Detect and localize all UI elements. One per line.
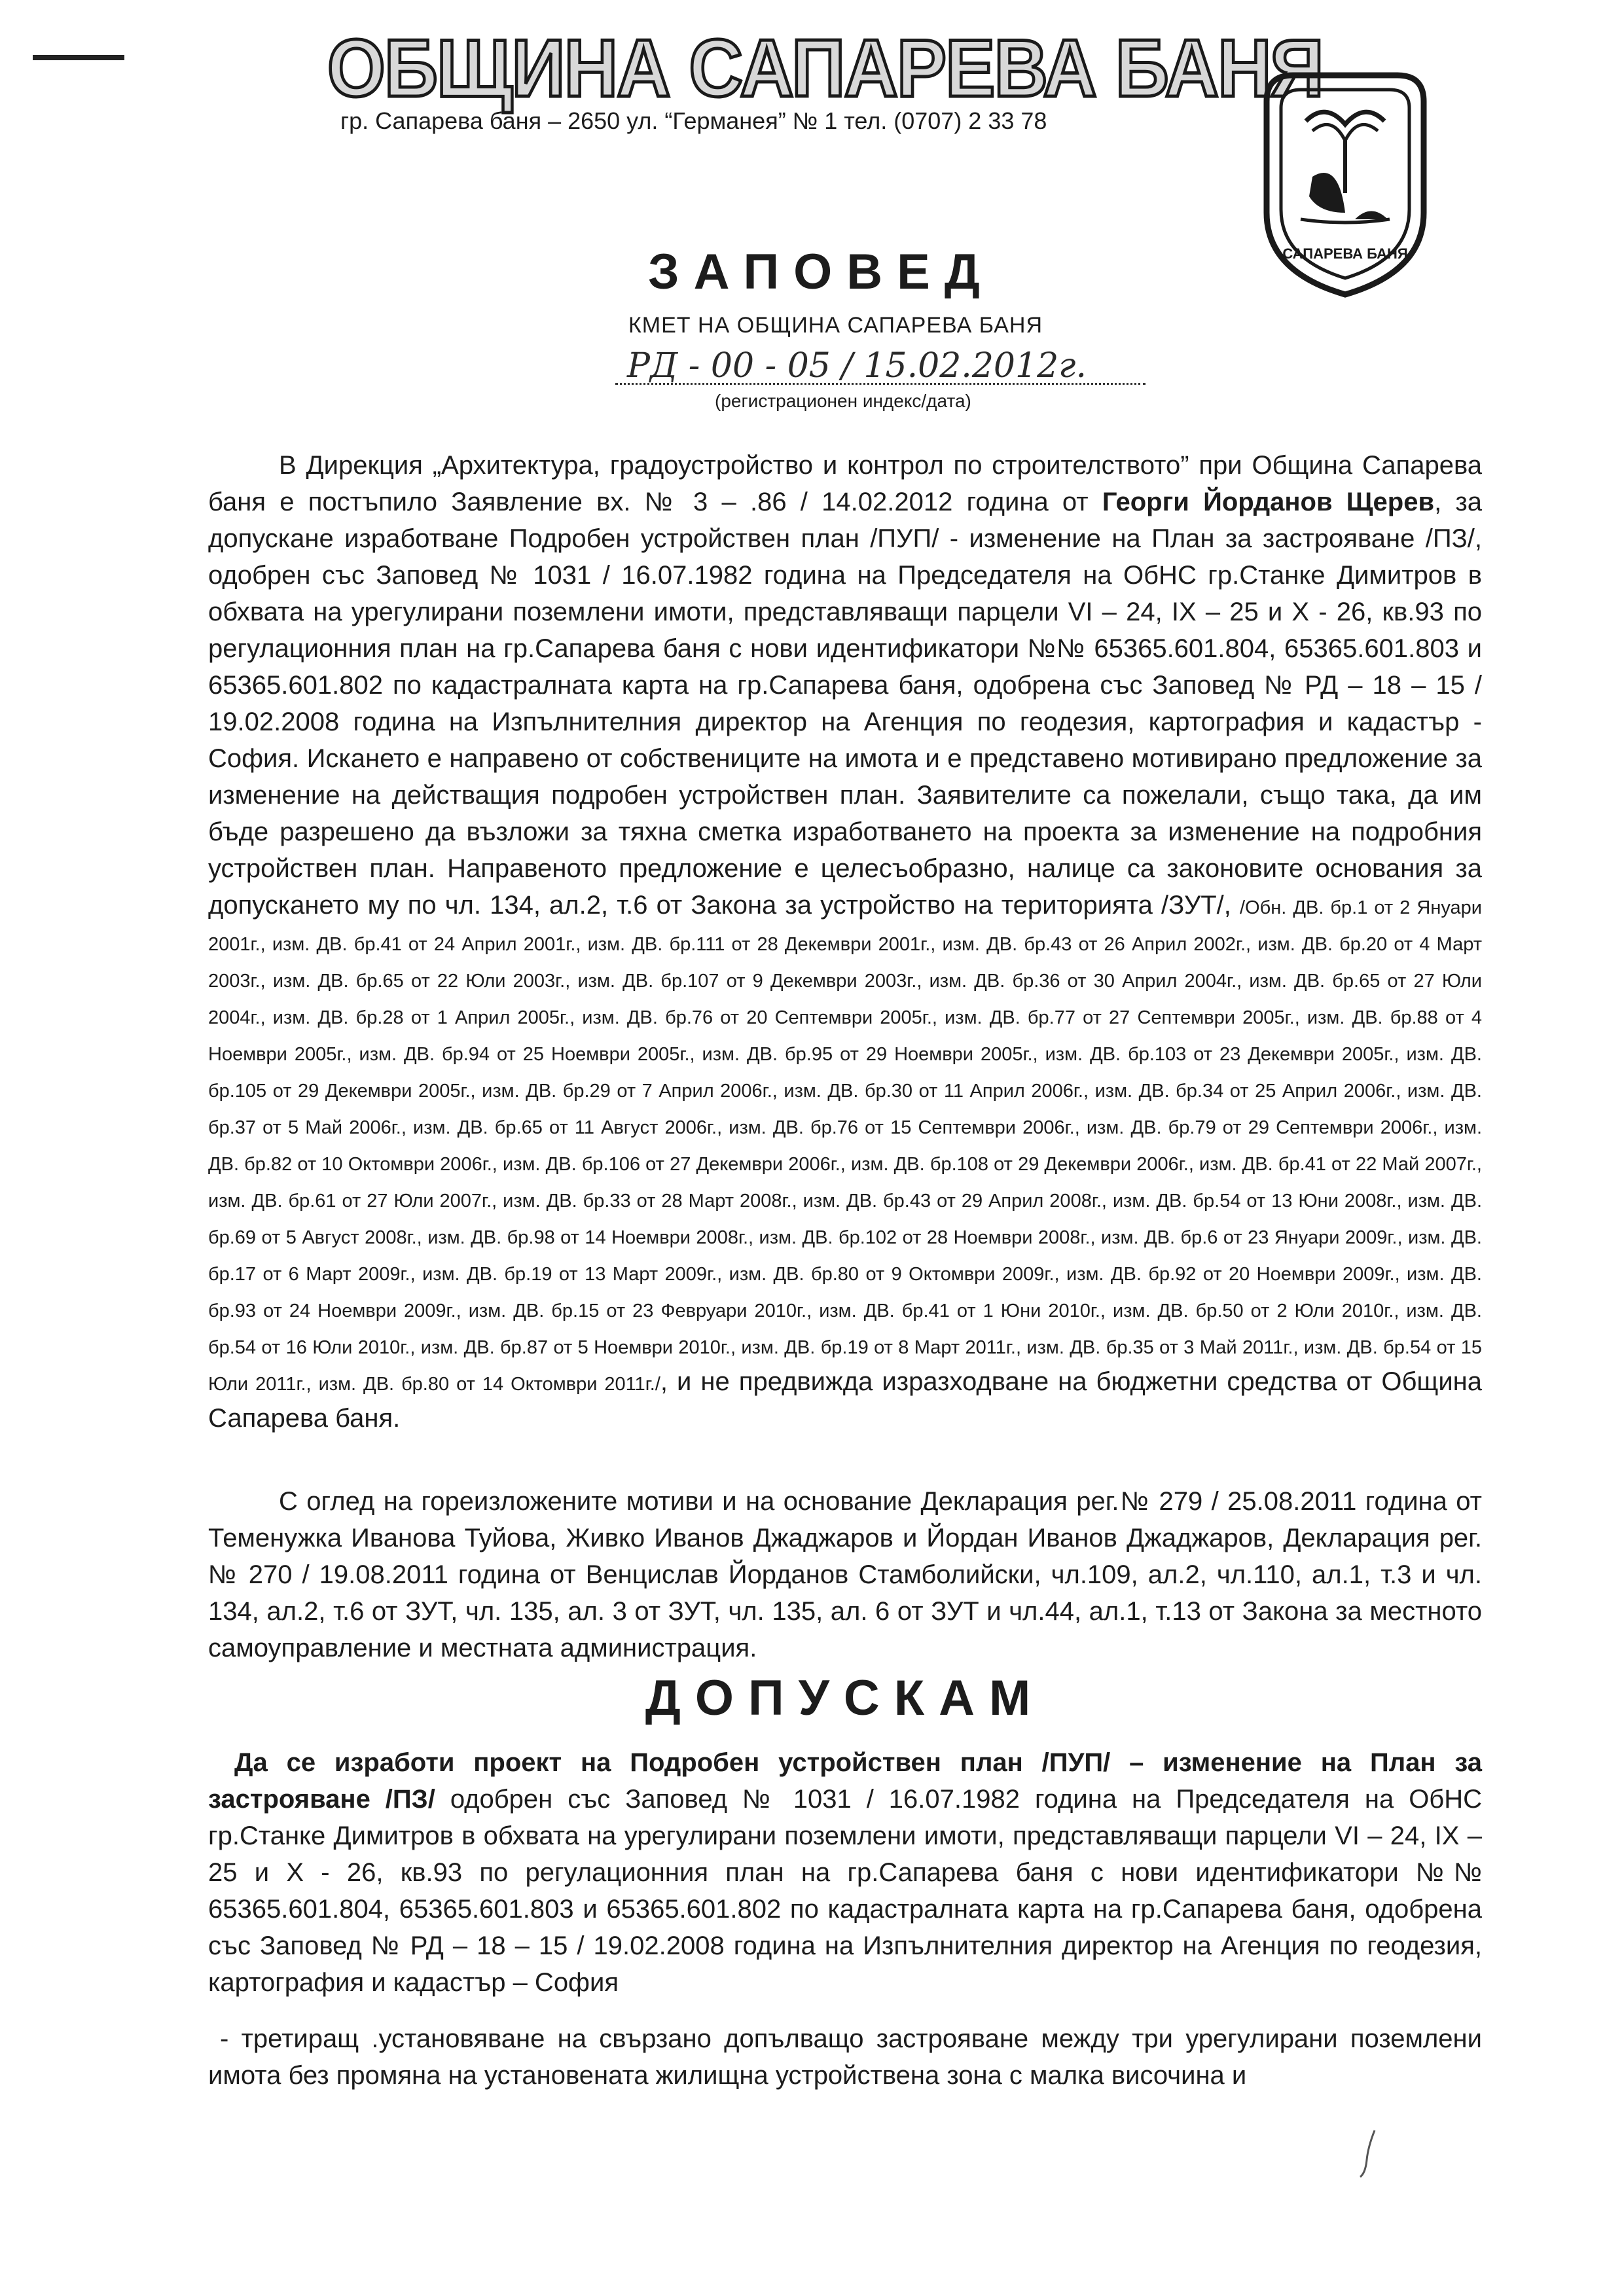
scan-corner-mark (33, 55, 124, 60)
paragraph-decision (208, 1744, 1482, 2001)
paragraph-scope (208, 2020, 1482, 2094)
seal-text: САПАРЕВА БАНЯ (1282, 245, 1408, 262)
decision-bold-text: Да се изработи проект на Подробен устройствен план /ПУП/ – изменение на План за застрояване /ПЗ/ (208, 1748, 1482, 1814)
registration-caption: (регистрационен индекс/дата) (715, 391, 971, 411)
registration-line (615, 346, 1146, 386)
issuer-line: КМЕТ НА ОБЩИНА САПАРЕВА БАНЯ (628, 313, 1043, 338)
paragraph-petition (208, 447, 1482, 1437)
document-title: ЗАПОВЕД (648, 244, 994, 300)
decision-heading: ДОПУСКАМ (645, 1670, 1045, 1726)
scope-text: - третиращ .установяване на свързано допълващо застрояване между три урегулирани поземлени имота без промяна на установената жилищна устройствена зона с малка височина и (208, 2024, 1482, 2090)
municipality-name: ОБЩИНА САПАРЕВА БАНЯ (327, 24, 1323, 114)
grounds-text: С оглед на гореизложените мотиви и на основание Декларация рег.№ 279 / 25.08.2011 година от Теменужка Иванова Туйова, Живко Иванов Джаджаров и Йордан Иванов Джаджаров, Декларация рег.№ 270 / 19.08.2011 година от Венцислав Йорданов Стамболийски, чл.109, ал.2, чл.110, ал.1, т.3 и чл. 134, ал.2, т.6 от ЗУТ, чл. 135, ал. 3 от ЗУТ, чл. 135, ал. 6 от ЗУТ и чл.44, ал.1, т.13 от Закона за местното самоуправление и местната администрация. (208, 1487, 1482, 1662)
petition-text-3: , и не предвижда изразходване на бюджетни средства от Община Сапарева баня. (208, 1367, 1483, 1433)
applicant-name: Георги Йорданов Щерев (1102, 488, 1435, 516)
registration-number: РД - 00 - 05 / 15.02.2012г. (627, 346, 1087, 386)
municipality-address: гр. Сапарева баня – 2650 ул. “Германея” № 1 тел. (0707) 2 33 78 (340, 107, 1047, 134)
petition-text-2: , за допускане изработване Подробен устройствен план /ПУП/ - изменение на План за застрояване /ПЗ/, одобрен със Заповед № 1031 / 16.07.1982 година на Председателя на ОбНС гр.Станке Димитров в обхвата на урегулирани поземлени имоти, представляващи парцели VI – 24, IX – 25 и X - 26, кв.93 по регулационния план на гр.Сапарева баня с нови идентификатори №№ 65365.601.804, 65365.601.803 и 65365.601.802 по кадастралната карта на гр.Сапарева баня, одобрена със Заповед № РД – 18 – 15 / 19.02.2008 година на Изпълнителния директор на Агенция по геодезия, картография и кадастър - София. Искането е направено от собствениците на имота и е представено мотивирано предложение за изменение на действащия подробен устройствен план. Заявителите са пожелали, също така, да им бъде разрешено да възложи за тяхна сметка изработването на проекта за изменение на подробния устройствен план. Направеното предложение е целесъобразно, налице са законовите основания за допускането му по чл. 134, ал.2, т.6 от Закона за устройство на територията /ЗУТ/, (208, 488, 1482, 920)
decision-text: одобрен със Заповед № 1031 / 16.07.1982 година на Председателя на ОбНС гр.Станке Димитров в обхвата на урегулирани поземлени имоти, представляващи парцели VI – 24, IX – 25 и X - 26, кв.93 по регулационния план на гр.Сапарева баня с нови идентификатори №№ 65365.601.804, 65365.601.803 и 65365.601.802 по кадастралната карта на гр.Сапарева баня, одобрена със Заповед № РД – 18 – 15 / 19.02.2008 година на Изпълнителния директор на Агенция по геодезия, картография и кадастър – София (208, 1785, 1482, 1997)
law-references: /Обн. ДВ. бр.1 от 2 Януари 2001г., изм. ДВ. бр.41 от 24 Април 2001г., изм. ДВ. бр.111 от 28 Декември 2001г., изм. ДВ. бр.43 от 26 Април 2002г., изм. ДВ. бр.20 от 4 Март 2003г., изм. ДВ. бр.65 от 22 Юли 2003г., изм. ДВ. бр.107 от 9 Декември 2003г., изм. ДВ. бр.36 от 30 Април 2004г., изм. ДВ. бр.65 от 27 Юли 2004г., изм. ДВ. бр.28 от 1 Април 2005г., изм. ДВ. бр.76 от 20 Септември 2005г., изм. ДВ. бр.77 от 27 Септември 2005г., изм. ДВ. бр.88 от 4 Ноември 2005г., изм. ДВ. бр.94 от 25 Ноември 2005г., изм. ДВ. бр.95 от 29 Ноември 2005г., изм. ДВ. бр.103 от 23 Декември 2005г., изм. ДВ. бр.105 от 29 Декември 2005г., изм. ДВ. бр.29 от 7 Април 2006г., изм. ДВ. бр.30 от 11 Април 2006г., изм. ДВ. бр.34 от 25 Април 2006г., изм. ДВ. бр.37 от 5 Май 2006г., изм. ДВ. бр.65 от 11 Август 2006г., изм. ДВ. бр.76 от 15 Септември 2006г., изм. ДВ. бр.79 от 29 Септември 2006г., изм. ДВ. бр.82 от 10 Октомври 2006г., изм. ДВ. бр.106 от 27 Декември 2006г., изм. ДВ. бр.108 от 29 Декември 2006г., изм. ДВ. бр.41 от 22 Май 2007г., изм. ДВ. бр.61 от 27 Юли 2007г., изм. ДВ. бр.33 от 28 Март 2008г., изм. ДВ. бр.43 от 29 Април 2008г., изм. ДВ. бр.54 от 13 Юни 2008г., изм. ДВ. бр.69 от 5 Август 2008г., изм. ДВ. бр.98 от 14 Ноември 2008г., изм. ДВ. бр.102 от 28 Ноември 2008г., изм. ДВ. бр.6 от 23 Януари 2009г., изм. ДВ. бр.17 от 6 Март 2009г., изм. ДВ. бр.19 от 13 Март 2009г., изм. ДВ. бр.80 от 9 Октомври 2009г., изм. ДВ. бр.92 от 20 Ноември 2009г., изм. ДВ. бр.93 от 24 Ноември 2009г., изм. ДВ. бр.15 от 23 Февруари 2010г., изм. ДВ. бр.41 от 1 Юни 2010г., изм. ДВ. бр.50 от 2 Юли 2010г., изм. ДВ. бр.54 от 16 Юли 2010г., изм. ДВ. бр.87 от 5 Ноември 2010г., изм. ДВ. бр.19 от 8 Март 2011г., изм. ДВ. бр.35 от 3 Май 2011г., изм. ДВ. бр.54 от 15 Юли 2011г., изм. ДВ. бр.80 от 14 Октомври 2011г./ (208, 897, 1482, 1395)
petition-text-1: В Дирекция „Архитектура, градоустройство и контрол по строителството” при Община Сапарева баня е постъпило Заявление вх. № 3 – .86 / 14.02.2012 година от (208, 451, 1482, 516)
municipal-emblem-icon (1240, 62, 1450, 304)
pen-mark-icon (1355, 2127, 1381, 2179)
paragraph-grounds (208, 1483, 1482, 1666)
letterhead (327, 24, 1323, 135)
